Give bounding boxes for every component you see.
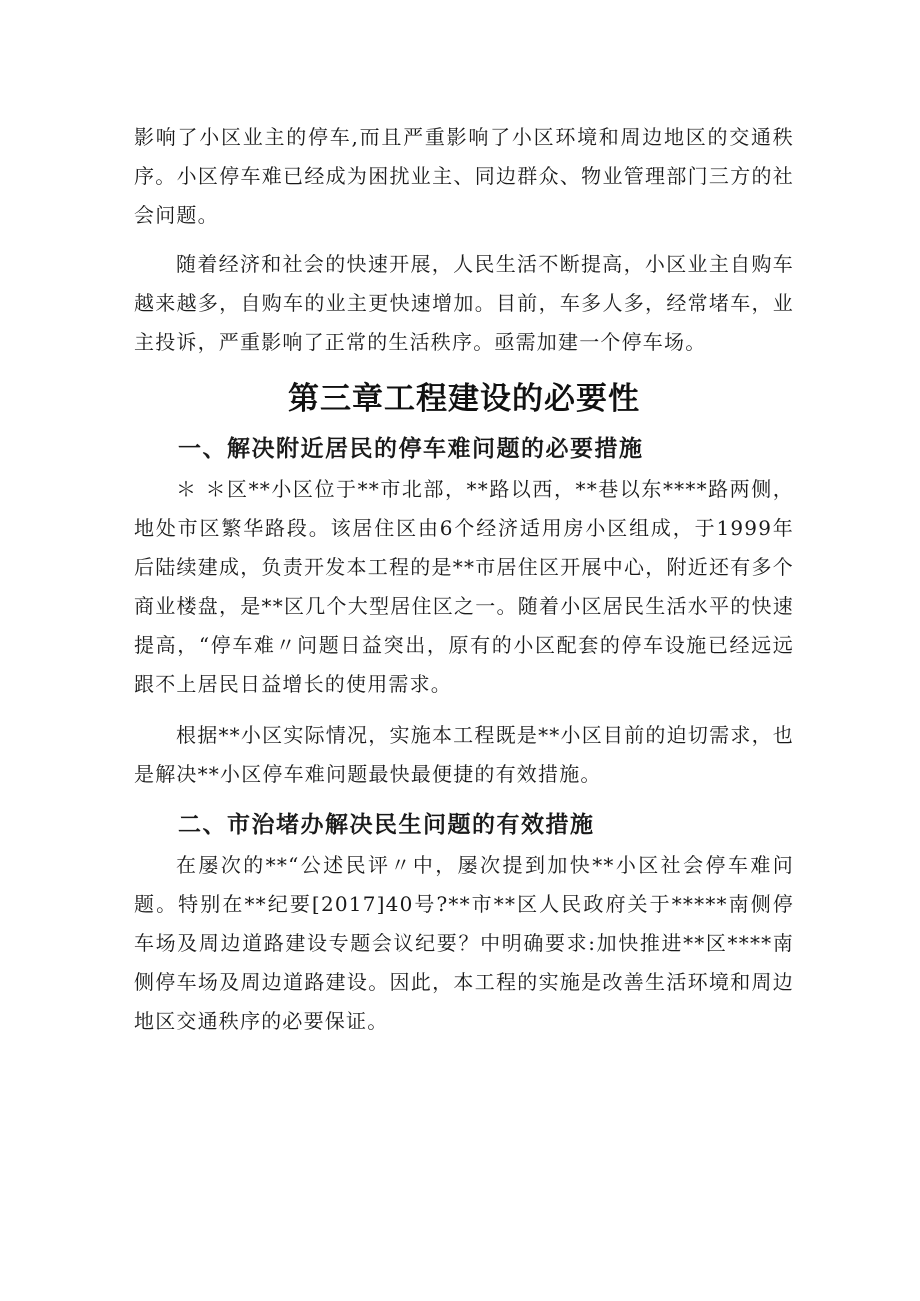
spacer: [134, 704, 794, 716]
paragraph-policy: 在屡次的**“公述民评〃中，屡次提到加快**小区社会停车难问题。特别在**纪要[2017]40号?**市**区人民政府关于*****南侧停车场及周边道路建设专题会议纪要？中明确要求:加快推进**区****南侧停车场及周边道路建设。因此，本工程的实施是改善生活环境和周边地区交通秩序的必要保证。: [134, 853, 794, 1033]
section-heading-2: 二、市治堵办解决民生问题的有效措施: [178, 811, 595, 838]
section-heading-1: 一、解决附近居民的停车难问题的必要措施: [178, 435, 644, 462]
paragraph-basis: 根据**小区实际情况，实施本工程既是**小区目前的迫切需求，也是解决**小区停车难问题最快最便捷的有效措施。: [134, 723, 794, 786]
spacer: [134, 794, 794, 804]
document-body: [134, 118, 794, 1041]
paragraph-continuation: 影响了小区业主的停车,而且严重影响了小区环境和周边地区的交通秩序。小区停车难已经成为困扰业主、同边群众、物业管理部门三方的社会问题。: [134, 125, 794, 227]
spacer: [134, 235, 794, 245]
paragraph-economic-growth: 随着经济和社会的快速开展，人民生活不断提高，小区业主自购车越来越多，自购车的业主更快速增加。目前，车多人多，经常堵车，业主投诉，严重影响了正常的生活秩序。亟需加建一个停车场。: [134, 252, 794, 354]
chapter-title: 第三章工程建设的必要性: [288, 381, 640, 417]
paragraph-location: ＊ ＊区**小区位于**市北部，**路以西，**巷以东****路两侧，地处市区繁华路段。该居住区由6个经济适用房小区组成，于1999年后陆续建成，负责开发本工程的是**市居住区开展中心，附近还有多个商业楼盘，是**区几个大型居住区之一。随着小区居民生活水平的快速提高，“停车难〃问题日益突出，原有的小区配套的停车设施已经远远跟不上居民日益增长的使用需求。: [134, 477, 794, 696]
